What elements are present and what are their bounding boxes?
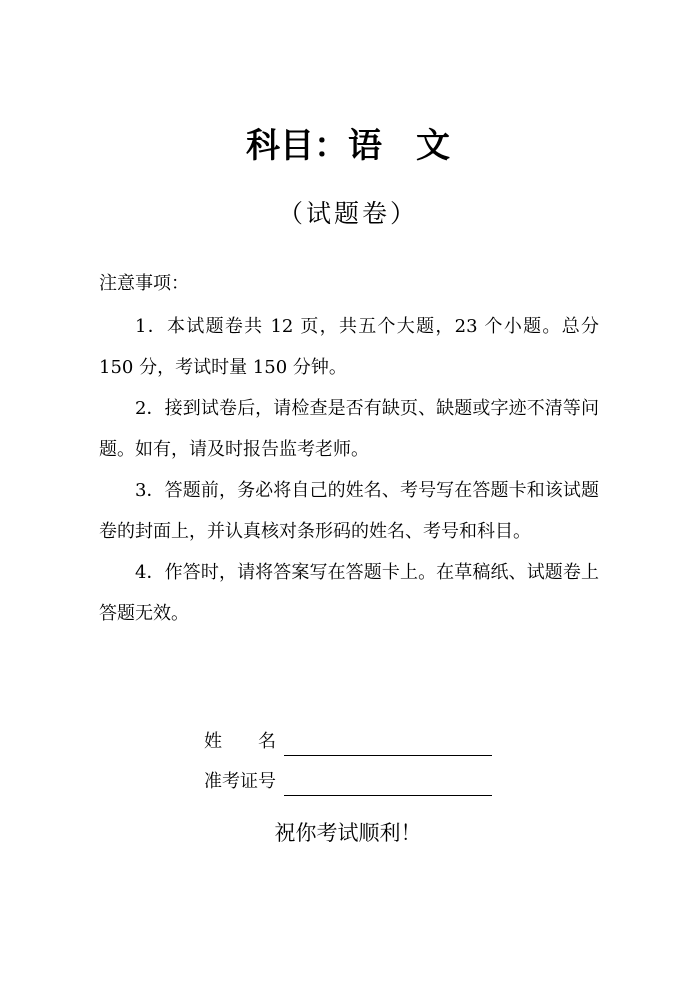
exam-id-field-row (204, 756, 504, 796)
notice-item: 4．作答时，请将答案写在答题卡上。在草稿纸、试题卷上答题无效。 (99, 562, 599, 624)
name-field-blank[interactable] (284, 731, 492, 756)
notice-item: 1．本试题卷共 12 页，共五个大题，23 个小题。总分 150 分，考试时量 150 分钟。 (99, 316, 599, 378)
page-title: 科目：语 文 (246, 126, 450, 166)
notice-list (99, 306, 599, 634)
exam-id-field-blank[interactable] (284, 771, 492, 796)
name-field-label: 姓 名 (204, 731, 276, 752)
exam-id-field-label: 准考证号 (204, 771, 276, 792)
notice-item: 2．接到试卷后，请检查是否有缺页、缺题或字迹不清等问题。如有，请及时报告监考老师。 (99, 398, 599, 460)
notice-heading: 注意事项： (99, 273, 189, 294)
notice-item: 3．答题前，务必将自己的姓名、考号写在答题卡和该试题卷的封面上，并认真核对条形码的姓名、考号和科目。 (99, 480, 599, 542)
closing-message: 祝你考试顺利！ (274, 821, 422, 845)
candidate-info-fields (204, 716, 504, 796)
page-subtitle: （试题卷） (277, 199, 418, 228)
name-field-row (204, 716, 504, 756)
